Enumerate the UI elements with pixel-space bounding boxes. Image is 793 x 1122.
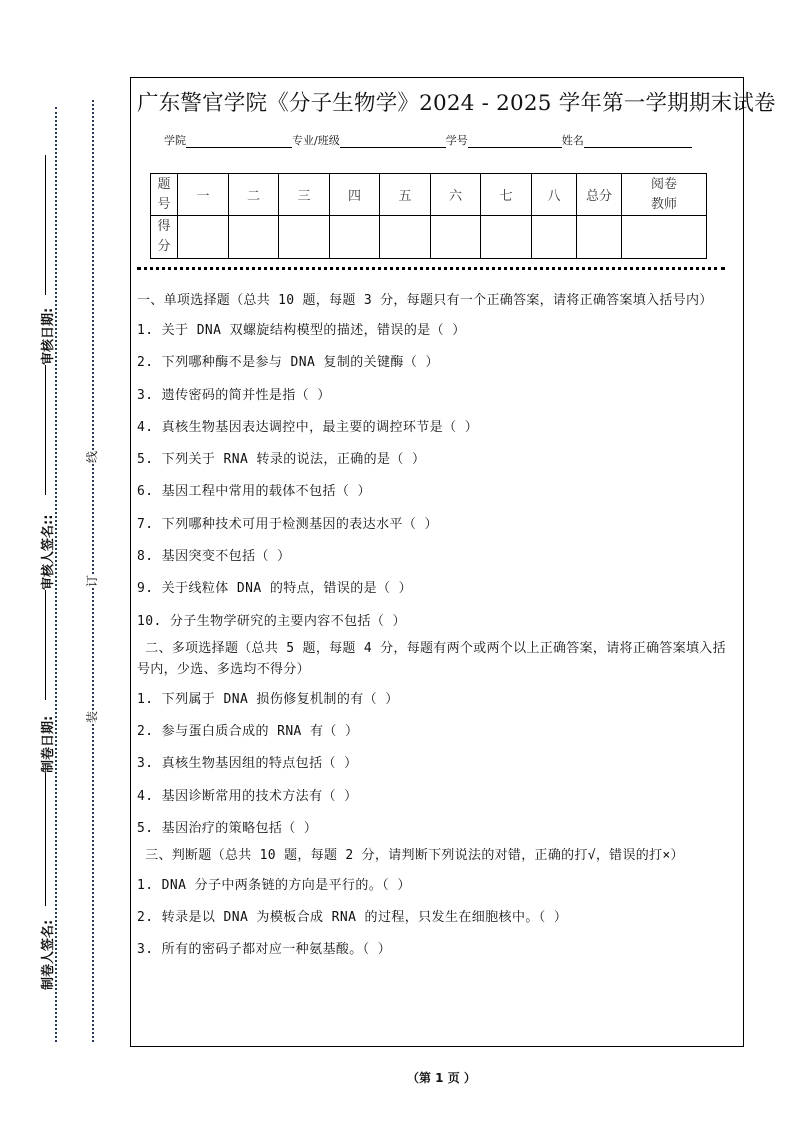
- col-header-6: 六: [431, 174, 481, 216]
- score-cell-6[interactable]: [431, 216, 481, 259]
- question-item: 4. 基因诊断常用的技术方法有（ ）: [137, 788, 358, 804]
- col-header-2: 二: [229, 174, 279, 216]
- separator-dotted-rule: [137, 267, 725, 270]
- question-item: 3. 遗传密码的简并性是指（ ）: [137, 387, 331, 403]
- question-item: 8. 基因突变不包括（ ）: [137, 549, 291, 565]
- score-cell-5[interactable]: [380, 216, 431, 259]
- col-header-1: 一: [178, 174, 229, 216]
- field-label-major-class: 专业/班级: [292, 134, 340, 147]
- field-label-student-id: 学号: [445, 134, 468, 147]
- maker-date-line: [45, 773, 46, 906]
- score-cell-7[interactable]: [481, 216, 532, 259]
- score-cell-3[interactable]: [279, 216, 330, 259]
- student-info-row: [164, 132, 692, 148]
- reviewer-signature-line-top: [45, 365, 46, 495]
- field-label-college: 学院: [164, 134, 186, 147]
- question-item: 1. DNA 分子中两条链的方向是平行的。（ ）: [137, 877, 411, 893]
- maker-date-label: 制卷日期:: [41, 715, 56, 773]
- binding-char-line: 线: [85, 450, 100, 464]
- exam-title: 广东警官学院《分子生物学》2024 - 2025 学年第一学期期末试卷: [137, 91, 776, 116]
- page-number: （第 1 页 ）: [407, 1071, 476, 1085]
- maker-signature-label: 制卷人签名:: [41, 919, 56, 990]
- section-heading-single-choice: 一、单项选择题（总共 10 题，每题 3 分，每题只有一个正确答案，请将正确答案填入括号内）: [137, 293, 713, 308]
- question-item: 7. 下列哪种技术可用于检测基因的表达水平（ ）: [137, 516, 438, 532]
- question-item: 4. 真核生物基因表达调控中，最主要的调控环节是（ ）: [137, 419, 479, 435]
- binding-char-bind: 订: [85, 574, 100, 588]
- question-item: 1. 下列属于 DNA 损伤修复机制的有（ ）: [137, 691, 399, 707]
- binding-char-seal: 装: [85, 710, 100, 724]
- name-field[interactable]: [584, 135, 692, 148]
- col-header-7: 七: [481, 174, 532, 216]
- field-label-name: 姓名: [561, 134, 584, 147]
- score-table: [150, 173, 707, 259]
- question-item: 1. 关于 DNA 双螺旋结构模型的描述，错误的是（ ）: [137, 323, 466, 338]
- score-row-header: 得 分: [151, 216, 178, 259]
- section-heading-multiple-choice: 二、多项选择题（总共 5 题，每题 4 分，每题有两个或两个以上正确答案，请将正确答案填入括号内，少选、多选均不得分）: [137, 640, 726, 677]
- score-cell-grader[interactable]: [622, 216, 707, 259]
- question-item: 3. 真核生物基因组的特点包括（ ）: [137, 756, 358, 772]
- question-item: 6. 基因工程中常用的载体不包括（ ）: [137, 484, 371, 500]
- question-item: 2. 参与蛋白质合成的 RNA 有（ ）: [137, 723, 359, 739]
- col-header-8: 八: [532, 174, 577, 216]
- exam-frame: [130, 77, 776, 1047]
- question-item: 5. 下列关于 RNA 转录的说法，正确的是（ ）: [137, 452, 426, 468]
- binding-dotted-line-inner: [92, 100, 94, 1042]
- score-cell-4[interactable]: [330, 216, 380, 259]
- question-item: 2. 下列哪种酶不是参与 DNA 复制的关键酶（ ）: [137, 355, 439, 371]
- question-item: 3. 所有的密码子都对应一种氨基酸。（ ）: [137, 942, 392, 958]
- question-item: 10. 分子生物学研究的主要内容不包括（ ）: [137, 613, 406, 629]
- score-cell-2[interactable]: [229, 216, 279, 259]
- col-header-4: 四: [330, 174, 380, 216]
- section-heading-true-false: 三、判断题（总共 10 题，每题 2 分，请判断下列说法的对错，正确的打√，错误的打×）: [137, 847, 684, 863]
- question-item: 9. 关于线粒体 DNA 的特点，错误的是（ ）: [137, 581, 413, 597]
- college-field[interactable]: [186, 135, 292, 148]
- score-cell-total[interactable]: [577, 216, 622, 259]
- student-id-field[interactable]: [468, 135, 562, 148]
- reviewer-date-label: 审核日期:: [41, 307, 56, 365]
- col-header-3: 三: [279, 174, 330, 216]
- reviewer-signature-line: [45, 590, 46, 700]
- exam-content: [137, 290, 737, 973]
- col-header-5: 五: [380, 174, 431, 216]
- score-cell-1[interactable]: [178, 216, 229, 259]
- col-header-grader: 阅卷 教师: [622, 174, 707, 216]
- question-item: 2. 转录是以 DNA 为模板合成 RNA 的过程，只发生在细胞核中。（ ）: [137, 910, 568, 926]
- reviewer-signature-label: 审核人签名::: [41, 514, 56, 590]
- question-number-header: 题 号: [151, 174, 178, 216]
- major-class-field[interactable]: [340, 135, 446, 148]
- col-header-total: 总分: [577, 174, 622, 216]
- reviewer-date-line: [45, 155, 46, 295]
- question-item: 5. 基因治疗的策略包括（ ）: [137, 820, 318, 836]
- score-cell-8[interactable]: [532, 216, 577, 259]
